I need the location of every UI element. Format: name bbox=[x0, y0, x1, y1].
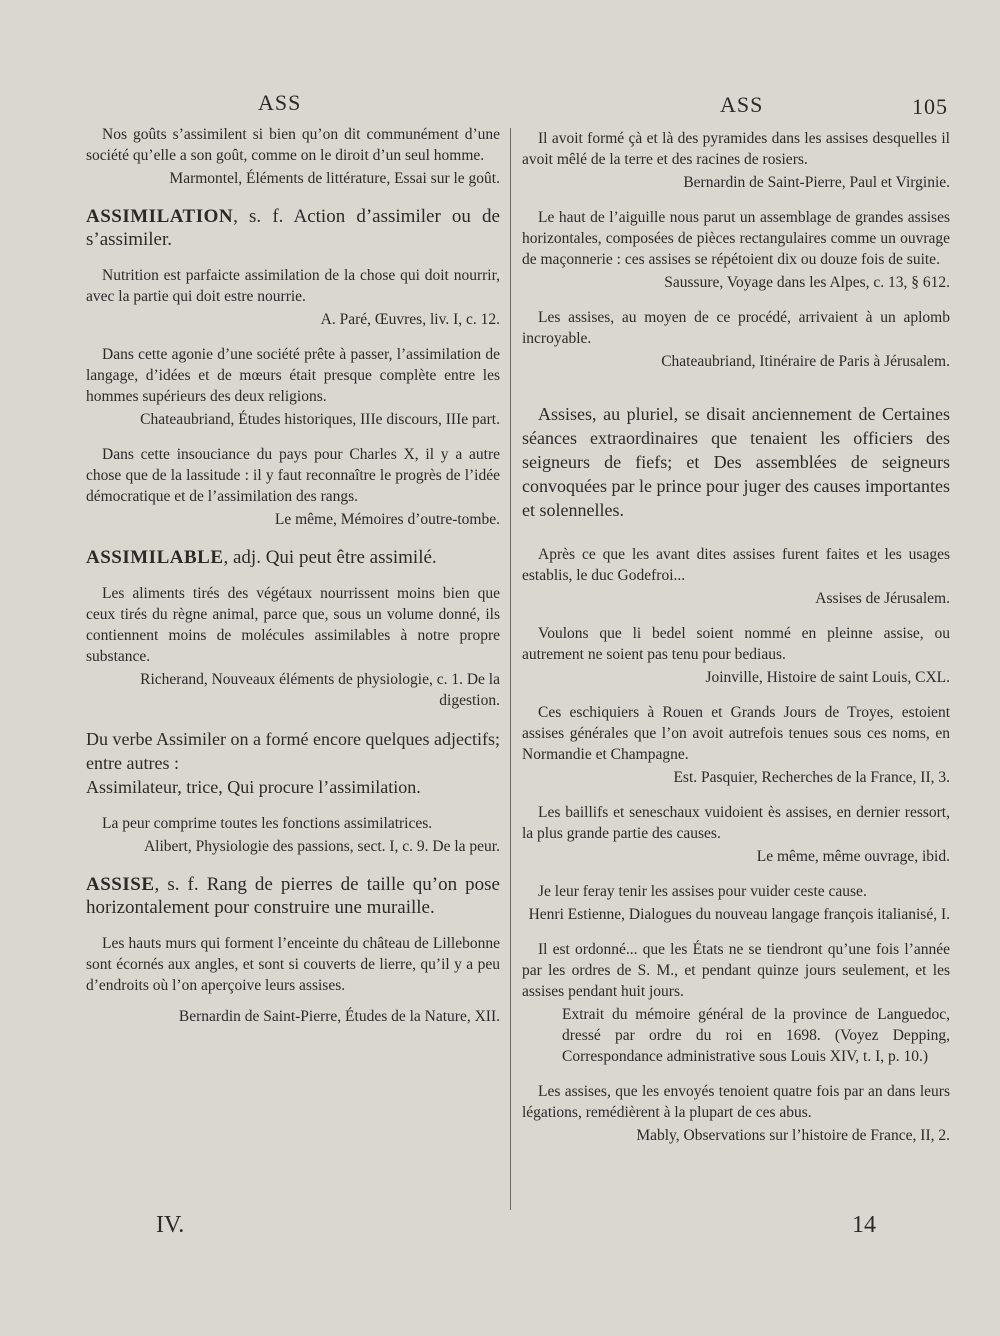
entry-heading bbox=[86, 546, 500, 569]
citation: Le même, Mémoires d’outre-tombe. bbox=[274, 511, 500, 528]
quotation: Je leur feray tenir les assises pour vuider ceste cause. bbox=[538, 883, 867, 900]
quotation: Le haut de l’aiguille nous parut un assemblage de grandes assises horizontales, composées de pièces rectangulaires comme un ouvrage de maçonnerie : ces assises se répétoient dix ou douze fois de suite. bbox=[522, 209, 950, 268]
citation: Alibert, Physiologie des passions, sect. I, c. 9. De la peur. bbox=[143, 838, 500, 855]
signature-mark: IV. bbox=[156, 1212, 185, 1238]
running-head-right: ASS bbox=[720, 92, 764, 117]
entry-headword: ASSISE bbox=[86, 874, 155, 895]
citation: Chateaubriand, Études historiques, IIIe discours, IIIe part. bbox=[140, 411, 500, 428]
quotation: Voulons que li bedel soient nommé en pleinne assise, ou autrement ne soient pas tenu pour bediaus. bbox=[522, 625, 950, 663]
citation: A. Paré, Œuvres, liv. I, c. 12. bbox=[320, 311, 500, 328]
quotation: Après ce que les avant dites assises furent faites et les usages establis, le duc Godefroi... bbox=[522, 546, 950, 584]
quotation: La peur comprime toutes les fonctions assimilatrices. bbox=[102, 815, 433, 832]
quotation: Les hauts murs qui forment l’enceinte du château de Lillebonne sont écornés aux angles, et sont si couverts de lierre, qu’il y a peu d’endroits où l’on aperçoive leurs assises. bbox=[86, 935, 500, 994]
right-column bbox=[522, 128, 950, 1146]
citation: Mably, Observations sur l’histoire de France, II, 2. bbox=[636, 1127, 950, 1144]
entry-heading bbox=[86, 873, 500, 919]
citation: Saussure, Voyage dans les Alpes, c. 13, § 612. bbox=[664, 274, 950, 291]
quotation: Les baillifs et seneschaux vuidoient ès assises, en dernier ressort, la plus grande partie des causes. bbox=[522, 804, 950, 842]
page-number: 105 bbox=[912, 94, 948, 119]
quotation: Il est ordonné... que les États ne se tiendront qu’une fois l’année par les ordres de S. M., et pendant quinze jours seulement, et les assises pendant huit jours. bbox=[522, 941, 950, 1000]
citation: Est. Pasquier, Recherches de la France, II, 3. bbox=[673, 769, 950, 786]
citation: Le même, même ouvrage, ibid. bbox=[756, 848, 950, 865]
citation: Assises de Jérusalem. bbox=[815, 590, 950, 607]
quotation: Il avoit formé çà et là des pyramides dans les assises desquelles il avoit mêlé de la terre et des racines de rosiers. bbox=[522, 130, 950, 168]
entry-headword: ASSIMILABLE bbox=[86, 547, 224, 568]
citation: Bernardin de Saint-Pierre, Paul et Virginie. bbox=[683, 174, 950, 191]
entry-heading bbox=[86, 205, 500, 251]
entry-definition: , s. f. Rang de pierres de taille qu’on pose horizontalement pour construire une muraille. bbox=[86, 874, 500, 918]
citation: Joinville, Histoire de saint Louis, CXL. bbox=[705, 669, 950, 686]
quotation: Dans cette insouciance du pays pour Charles X, il y a autre chose que de la lassitude : il y faut reconnaître le progrès de l’idée démocratique et de l’assimilation des rangs. bbox=[86, 446, 500, 505]
running-head-left: ASS bbox=[258, 90, 302, 115]
entry-headword: ASSIMILATION bbox=[86, 206, 234, 227]
entry-definition: , adj. Qui peut être assimilé. bbox=[223, 547, 437, 568]
quotation: Les aliments tirés des végétaux nourrissent moins bien que ceux tirés du règne animal, parce que, sous un volume donné, ils contiennent moins de molécules assimilables à notre propre substance. bbox=[86, 585, 500, 665]
quotation: Ces eschiquiers à Rouen et Grands Jours de Troyes, estoient assises générales que l’on avoit autrefois tenues sous ces noms, en Normandie et Champagne. bbox=[522, 704, 950, 763]
left-column bbox=[86, 124, 500, 1027]
quotation: Nos goûts s’assimilent si bien qu’on dit communément d’une société qu’elle a son goût, comme on le diroit d’un seul homme. bbox=[86, 126, 500, 164]
citation: Richerand, Nouveaux éléments de physiologie, c. 1. De la digestion. bbox=[140, 671, 500, 709]
quotation: Nutrition est parfaicte assimilation de la chose qui doit nourrir, avec la partie qui doit estre nourrie. bbox=[86, 267, 500, 305]
quotation: Dans cette agonie d’une société prête à passer, l’assimilation de langage, d’idées et de mœurs était presque complète entre les hommes supérieurs des deux religions. bbox=[86, 346, 500, 405]
citation: Marmontel, Éléments de littérature, Essai sur le goût. bbox=[169, 170, 500, 187]
citation: Henri Estienne, Dialogues du nouveau langage françois italianisé, I. bbox=[528, 906, 950, 923]
plural-sense-paragraph: Assises, au pluriel, se disait anciennement de Certaines séances extraordinaires que tenaient les officiers des seigneurs de fiefs; et Des assemblées de seigneurs convoquées par le prince pour juger des causes importantes et solennelles. bbox=[522, 404, 950, 520]
entry-definition: , s. f. Action d’assimiler ou de s’assimiler. bbox=[86, 206, 500, 250]
sheet-number: 14 bbox=[852, 1212, 876, 1238]
quotation: Les assises, que les envoyés tenoient quatre fois par an dans leurs légations, remédièrent à la plupart de ces abus. bbox=[522, 1083, 950, 1121]
citation: Bernardin de Saint-Pierre, Études de la Nature, XII. bbox=[178, 1008, 500, 1025]
column-rule bbox=[510, 128, 511, 1210]
quotation: Les assises, au moyen de ce procédé, arrivaient à un aplomb incroyable. bbox=[522, 309, 950, 347]
citation: Chateaubriand, Itinéraire de Paris à Jérusalem. bbox=[661, 353, 950, 370]
derived-words-paragraph: Du verbe Assimiler on a formé encore quelques adjectifs; entre autres : bbox=[86, 729, 500, 773]
citation: Extrait du mémoire général de la province de Languedoc, dressé par ordre du roi en 1698. (Voyez Depping, Correspondance administrative sous Louis XIV, t. I, p. 10.) bbox=[562, 1006, 950, 1065]
derived-word: Assimilateur, trice, Qui procure l’assimilation. bbox=[86, 777, 421, 797]
